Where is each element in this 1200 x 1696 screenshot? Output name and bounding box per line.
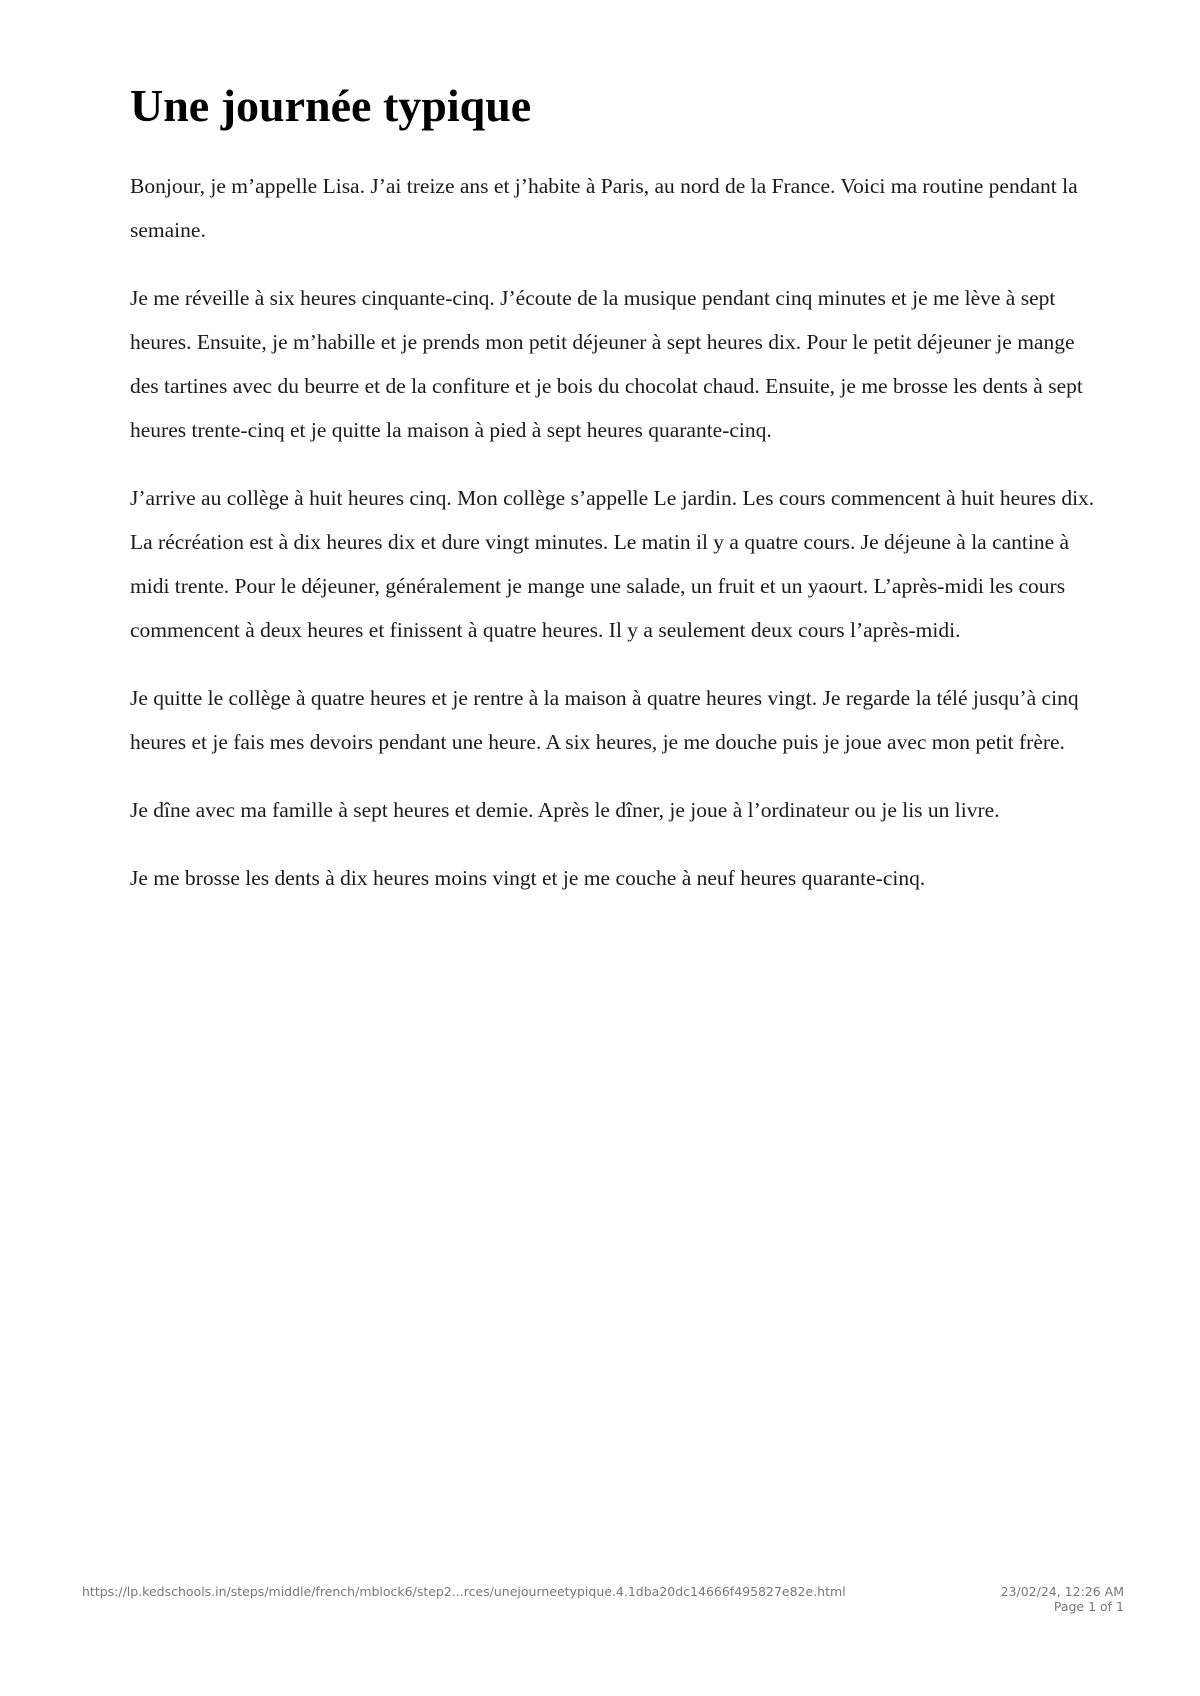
footer-url: https://lp.kedschools.in/steps/middle/french/mblock6/step2...rces/unejourneetypique.4.1dba20dc14666f495827e82e.html <box>82 1584 846 1599</box>
document-title: Une journée typique <box>130 80 532 131</box>
paragraph-bedtime: Je me brosse les dents à dix heures moins vingt et je me couche à neuf heures quarante-cinq. <box>130 866 926 890</box>
paragraph-intro: Bonjour, je m’appelle Lisa. J’ai treize ans et j’habite à Paris, au nord de la France. Voici ma routine pendant la semaine. <box>130 174 1078 242</box>
document-body <box>130 78 1095 924</box>
paragraph-school: J’arrive au collège à huit heures cinq. Mon collège s’appelle Le jardin. Les cours commencent à huit heures dix. La récréation est à dix heures dix et dure vingt minutes. Le matin il y a quatre cours. Je déjeune à la cantine à midi trente. Pour le déjeuner, généralement je mange une salade, un fruit et un yaourt. L’après-midi les cours commencent à deux heures et finissent à quatre heures. Il y a seulement deux cours l’après-midi. <box>130 486 1095 642</box>
footer-meta <box>1001 1584 1124 1614</box>
paragraph-evening: Je dîne avec ma famille à sept heures et demie. Après le dîner, je joue à l’ordinateur ou je lis un livre. <box>130 798 1000 822</box>
paragraph-afternoon: Je quitte le collège à quatre heures et je rentre à la maison à quatre heures vingt. Je regarde la télé jusqu’à cinq heures et je fais mes devoirs pendant une heure. A six heures, je me douche puis je joue avec mon petit frère. <box>130 686 1079 754</box>
footer-page-number: Page 1 of 1 <box>1053 1599 1124 1614</box>
paragraph-morning: Je me réveille à six heures cinquante-cinq. J’écoute de la musique pendant cinq minutes et je me lève à sept heures. Ensuite, je m’habille et je prends mon petit déjeuner à sept heures dix. Pour le petit déjeuner je mange des tartines avec du beurre et de la confiture et je bois du chocolat chaud. Ensuite, je me brosse les dents à sept heures trente-cinq et je quitte la maison à pied à sept heures quarante-cinq. <box>130 286 1083 442</box>
footer-datetime: 23/02/24, 12:26 AM <box>1000 1584 1124 1599</box>
